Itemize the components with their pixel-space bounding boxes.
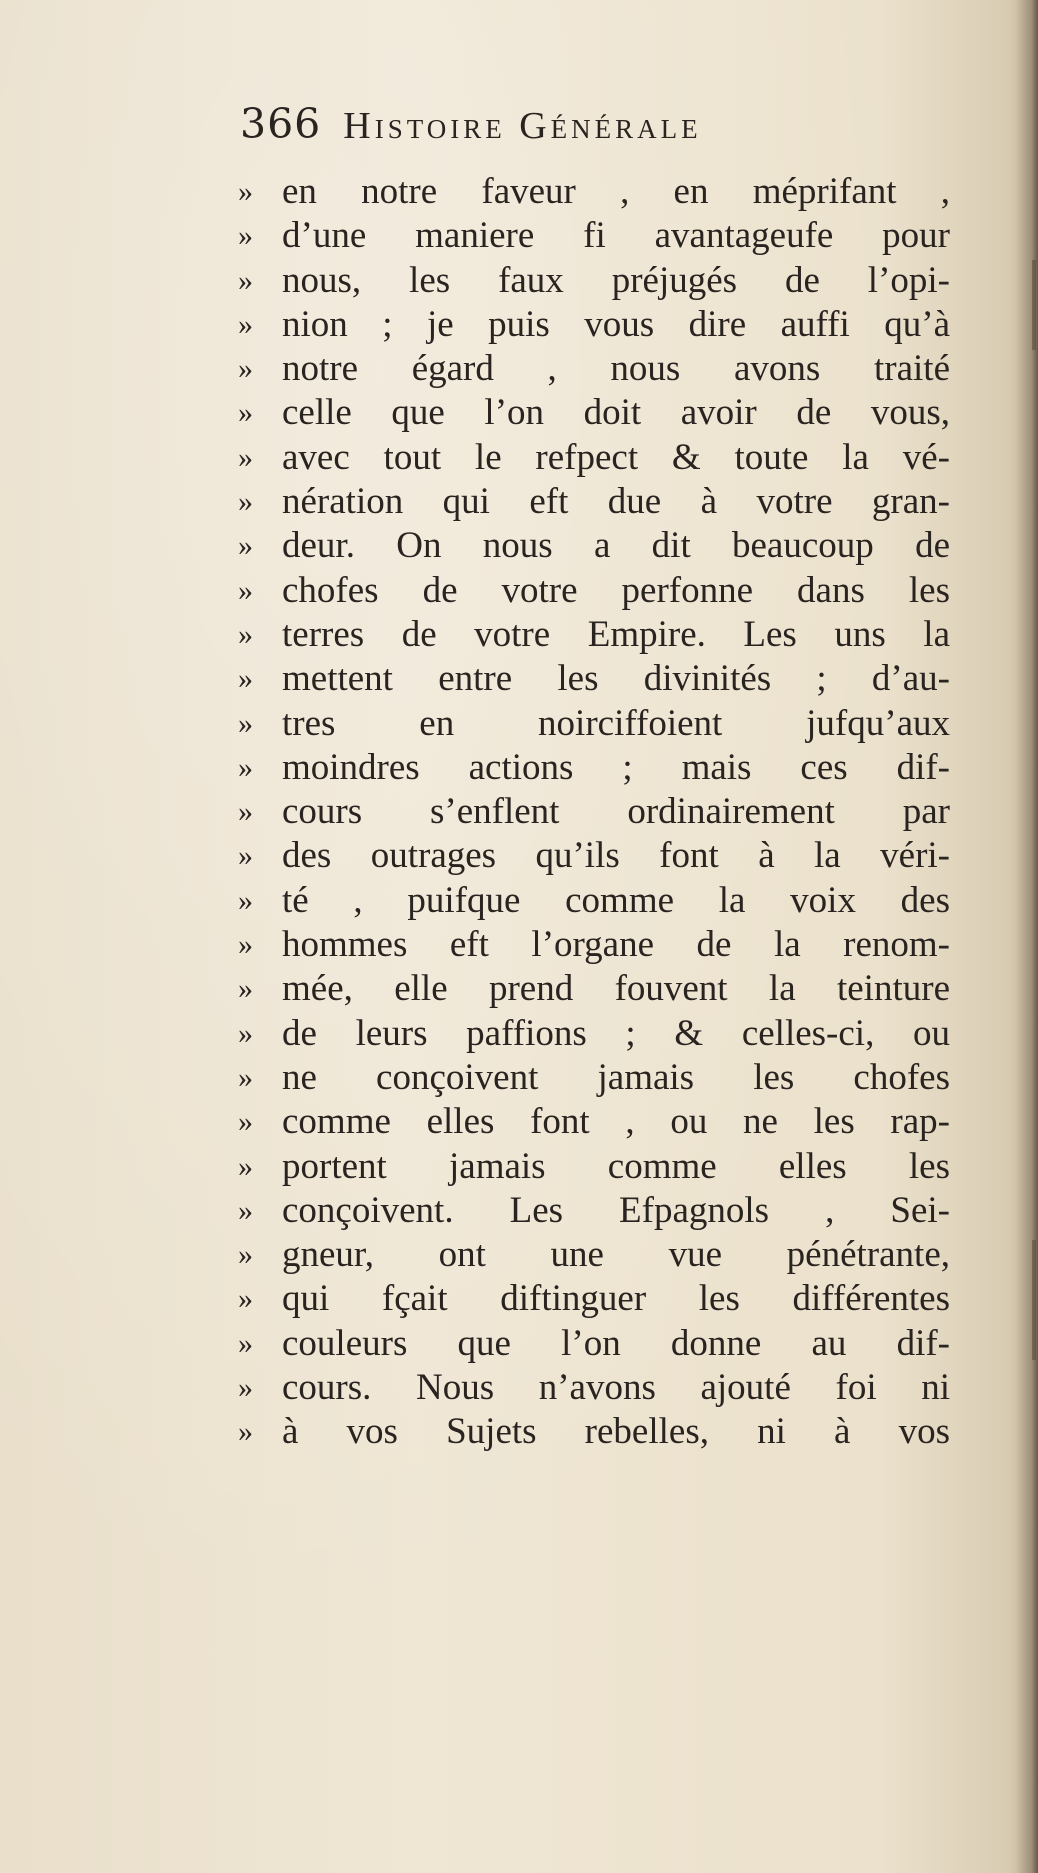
page-header (240, 100, 702, 160)
text-line (238, 569, 950, 613)
line-text: d’une maniere fi avantageufe pour (282, 215, 950, 257)
quote-mark: » (238, 1415, 253, 1449)
text-line (238, 170, 950, 214)
body-text (238, 170, 950, 1455)
text-line (238, 1189, 950, 1233)
text-line (238, 702, 950, 746)
text-line (238, 746, 950, 790)
line-text: celle que l’on doit avoir de vous, (282, 392, 950, 434)
line-text: deur. On nous a dit beaucoup de (282, 525, 950, 567)
quote-mark: » (238, 1193, 253, 1227)
page-edge-mark (1032, 1240, 1036, 1360)
line-text: hommes eft l’organe de la renom- (282, 924, 950, 966)
text-line (238, 1366, 950, 1410)
line-text: mée, elle prend fouvent la teinture (282, 968, 950, 1010)
quote-mark: » (238, 883, 253, 917)
line-text: cours. Nous n’avons ajouté foi ni (282, 1367, 950, 1409)
quote-mark: » (238, 750, 253, 784)
quote-mark: » (238, 263, 253, 297)
quote-mark: » (238, 573, 253, 607)
page-number: 366 (240, 100, 322, 148)
text-line (238, 834, 950, 878)
quote-mark: » (238, 485, 253, 519)
text-line (238, 1277, 950, 1321)
line-text: ne conçoivent jamais les chofes (282, 1056, 950, 1098)
line-text: couleurs que l’on donne au dif- (282, 1322, 950, 1364)
running-title: Histoire Générale (343, 105, 702, 147)
text-line (238, 524, 950, 568)
quote-mark: » (238, 307, 253, 341)
text-line (238, 303, 950, 347)
text-line (238, 259, 950, 303)
quote-mark: » (238, 352, 253, 386)
quote-mark: » (238, 396, 253, 430)
page-edge-mark (1032, 260, 1036, 350)
line-text: té , puifque comme la voix des (282, 879, 950, 921)
text-line (238, 1322, 950, 1366)
line-text: qui fçait diftinguer les différentes (282, 1278, 950, 1320)
text-line (238, 967, 950, 1011)
line-text: tres en noirciffoient jufqu’aux (282, 702, 950, 744)
quote-mark: » (238, 1105, 253, 1139)
line-text: en notre faveur , en méprifant , (282, 171, 950, 212)
text-line (238, 879, 950, 923)
line-text: notre égard , nous avons traité (282, 348, 950, 390)
line-text: des outrages qu’ils font à la véri- (282, 835, 950, 877)
text-line (238, 613, 950, 657)
quote-mark: » (238, 662, 253, 696)
line-text: nion ; je puis vous dire auffi qu’à (282, 303, 950, 345)
quote-mark: » (238, 1060, 253, 1094)
line-text: moindres actions ; mais ces dif- (282, 746, 950, 788)
quote-mark: » (238, 839, 253, 873)
text-line (238, 1100, 950, 1144)
line-text: nération qui eft due à votre gran- (282, 481, 950, 523)
quote-mark: » (238, 617, 253, 651)
text-line (238, 1410, 950, 1454)
quote-mark: » (238, 175, 253, 208)
text-line (238, 391, 950, 435)
text-line (238, 214, 950, 258)
line-text: à vos Sujets rebelles, ni à vos (282, 1411, 950, 1453)
quote-mark: » (238, 795, 253, 829)
line-text: chofes de votre perfonne dans les (282, 569, 950, 611)
text-line (238, 1145, 950, 1189)
text-line (238, 790, 950, 834)
quote-mark: » (238, 1326, 253, 1360)
quote-mark: » (238, 219, 253, 253)
line-text: nous, les faux préjugés de l’opi- (282, 259, 950, 301)
line-text: avec tout le refpect & toute la vé- (282, 436, 950, 478)
quote-mark: » (238, 972, 253, 1006)
quote-mark: » (238, 1016, 253, 1050)
quote-mark: » (238, 529, 253, 563)
quote-mark: » (238, 1371, 253, 1405)
line-text: mettent entre les divinités ; d’au- (282, 658, 950, 700)
quote-mark: » (238, 1149, 253, 1183)
text-line (238, 1012, 950, 1056)
text-line (238, 347, 950, 391)
text-line (238, 657, 950, 701)
text-line (238, 480, 950, 524)
quote-mark: » (238, 440, 253, 474)
quote-mark: » (238, 706, 253, 740)
line-text: de leurs paffions ; & celles-ci, ou (282, 1012, 950, 1054)
quote-mark: » (238, 928, 253, 962)
text-line (238, 923, 950, 967)
text-line (238, 436, 950, 480)
line-text: portent jamais comme elles les (282, 1145, 950, 1187)
text-line (238, 1056, 950, 1100)
line-text: cours s’enflent ordinairement par (282, 791, 950, 833)
line-text: comme elles font , ou ne les rap- (282, 1101, 950, 1143)
quote-mark: » (238, 1282, 253, 1316)
line-text: gneur, ont une vue pénétrante, (282, 1234, 950, 1276)
text-line (238, 1233, 950, 1277)
line-text: terres de votre Empire. Les uns la (282, 613, 950, 655)
line-text: conçoivent. Les Efpagnols , Sei- (282, 1189, 950, 1231)
quote-mark: » (238, 1238, 253, 1272)
